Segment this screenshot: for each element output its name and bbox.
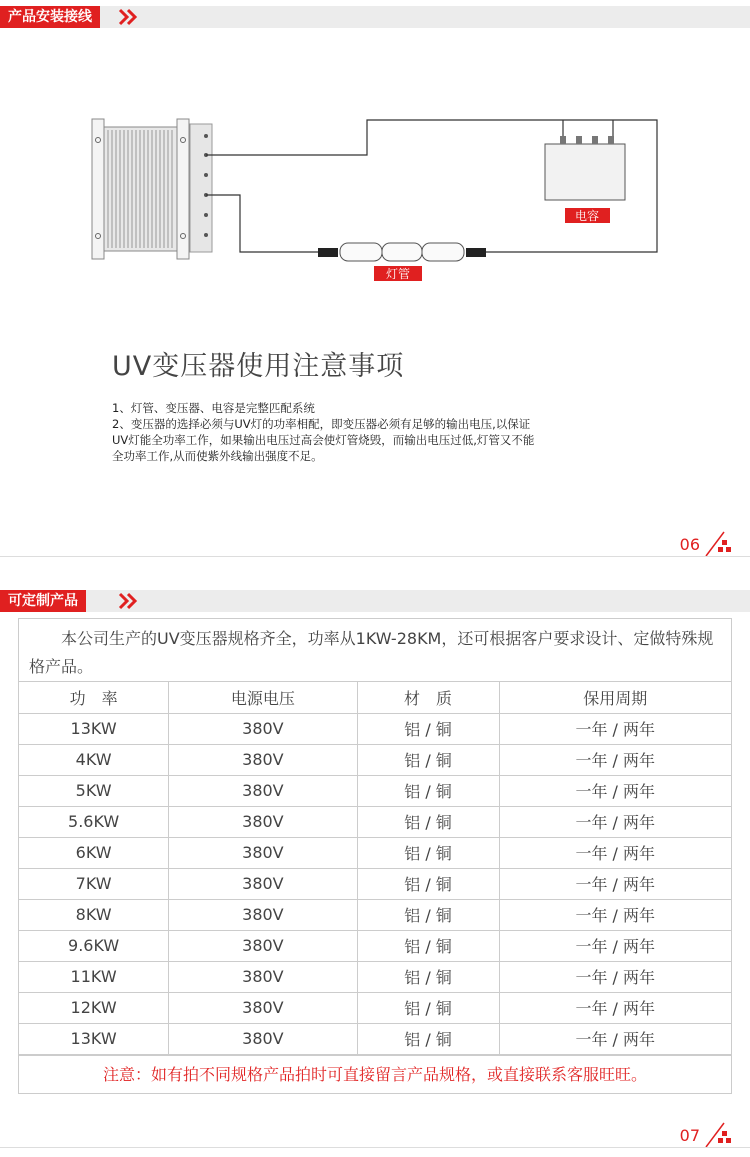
cell-material: 铝 / 铜 [357, 930, 499, 961]
table-row [19, 837, 731, 868]
table-row [19, 899, 731, 930]
cell-power: 13KW [19, 1023, 169, 1054]
table-header-row [19, 682, 731, 713]
section-header-install [0, 6, 750, 28]
cell-power: 8KW [19, 899, 169, 930]
table-row [19, 713, 731, 744]
table-row [19, 992, 731, 1023]
cell-warranty: 一年 / 两年 [499, 744, 731, 775]
spec-table-container [18, 618, 732, 1094]
page-mark-icon [702, 528, 736, 558]
cell-power: 4KW [19, 744, 169, 775]
cell-material: 铝 / 铜 [357, 899, 499, 930]
transformer-unit [92, 119, 212, 259]
notice-text: 注意：如有拍不同规格产品拍时可直接留言产品规格，或直接联系客服旺旺。 [19, 1055, 731, 1093]
cell-warranty: 一年 / 两年 [499, 930, 731, 961]
page-number: 07 [679, 1126, 700, 1145]
header-material: 材 质 [357, 682, 499, 713]
cell-voltage: 380V [169, 744, 357, 775]
double-chevron-icon [116, 6, 146, 28]
cell-warranty: 一年 / 两年 [499, 775, 731, 806]
cell-warranty: 一年 / 两年 [499, 806, 731, 837]
capacitor [545, 136, 625, 223]
note-line: 全功率工作,从而使紫外线输出强度不足。 [112, 449, 323, 463]
cell-warranty: 一年 / 两年 [499, 713, 731, 744]
section-tab-label: 可定制产品 [0, 590, 86, 612]
cell-warranty: 一年 / 两年 [499, 837, 731, 868]
cell-power: 13KW [19, 713, 169, 744]
page-mark-icon [702, 1119, 736, 1149]
cell-voltage: 380V [169, 806, 357, 837]
cell-power: 11KW [19, 961, 169, 992]
table-row [19, 961, 731, 992]
cell-material: 铝 / 铜 [357, 961, 499, 992]
cell-warranty: 一年 / 两年 [499, 992, 731, 1023]
section-divider [0, 1147, 750, 1148]
table-row [19, 744, 731, 775]
cell-power: 12KW [19, 992, 169, 1023]
capacitor-label: 电容 [574, 209, 600, 223]
cell-warranty: 一年 / 两年 [499, 1023, 731, 1054]
section-tab-label: 产品安装接线 [0, 6, 100, 28]
header-warranty: 保用周期 [499, 682, 731, 713]
table-row [19, 806, 731, 837]
notes-body [112, 400, 632, 464]
note-line: 1、灯管、变压器、电容是完整匹配系统 [112, 401, 315, 415]
table-row [19, 868, 731, 899]
cell-warranty: 一年 / 两年 [499, 961, 731, 992]
cell-material: 铝 / 铜 [357, 713, 499, 744]
section-header-custom [0, 590, 750, 612]
cell-voltage: 380V [169, 1023, 357, 1054]
cell-voltage: 380V [169, 992, 357, 1023]
page-number: 06 [679, 535, 700, 554]
cell-voltage: 380V [169, 961, 357, 992]
cell-material: 铝 / 铜 [357, 1023, 499, 1054]
lamp-tube [318, 243, 486, 281]
cell-material: 铝 / 铜 [357, 837, 499, 868]
cell-voltage: 380V [169, 930, 357, 961]
cell-material: 铝 / 铜 [357, 744, 499, 775]
section-divider [0, 556, 750, 557]
note-line: 2、变压器的选择必须与UV灯的功率相配，即变压器必须有足够的输出电压,以保证 [112, 417, 531, 431]
cell-warranty: 一年 / 两年 [499, 868, 731, 899]
table-row [19, 775, 731, 806]
cell-voltage: 380V [169, 713, 357, 744]
cell-power: 7KW [19, 868, 169, 899]
table-row [19, 1023, 731, 1054]
cell-voltage: 380V [169, 868, 357, 899]
spec-table [19, 682, 731, 1055]
cell-power: 9.6KW [19, 930, 169, 961]
cell-material: 铝 / 铜 [357, 806, 499, 837]
double-chevron-icon [116, 590, 146, 612]
wiring-diagram [0, 100, 750, 300]
note-line: UV灯能全功率工作，如果输出电压过高会使灯管烧毁，而输出电压过低,灯管又不能 [112, 433, 535, 447]
intro-text: 本公司生产的UV变压器规格齐全，功率从1KW-28KM，还可根据客户要求设计、定做特殊规格产品。 [19, 619, 731, 682]
header-voltage: 电源电压 [169, 682, 357, 713]
cell-power: 5.6KW [19, 806, 169, 837]
cell-voltage: 380V [169, 775, 357, 806]
cell-material: 铝 / 铜 [357, 775, 499, 806]
table-row [19, 930, 731, 961]
cell-material: 铝 / 铜 [357, 992, 499, 1023]
header-power: 功 率 [19, 682, 169, 713]
cell-voltage: 380V [169, 899, 357, 930]
cell-power: 5KW [19, 775, 169, 806]
cell-voltage: 380V [169, 837, 357, 868]
cell-power: 6KW [19, 837, 169, 868]
cell-warranty: 一年 / 两年 [499, 899, 731, 930]
tube-label: 灯管 [385, 267, 411, 281]
cell-material: 铝 / 铜 [357, 868, 499, 899]
notes-title: UV变压器使用注意事项 [112, 351, 405, 382]
